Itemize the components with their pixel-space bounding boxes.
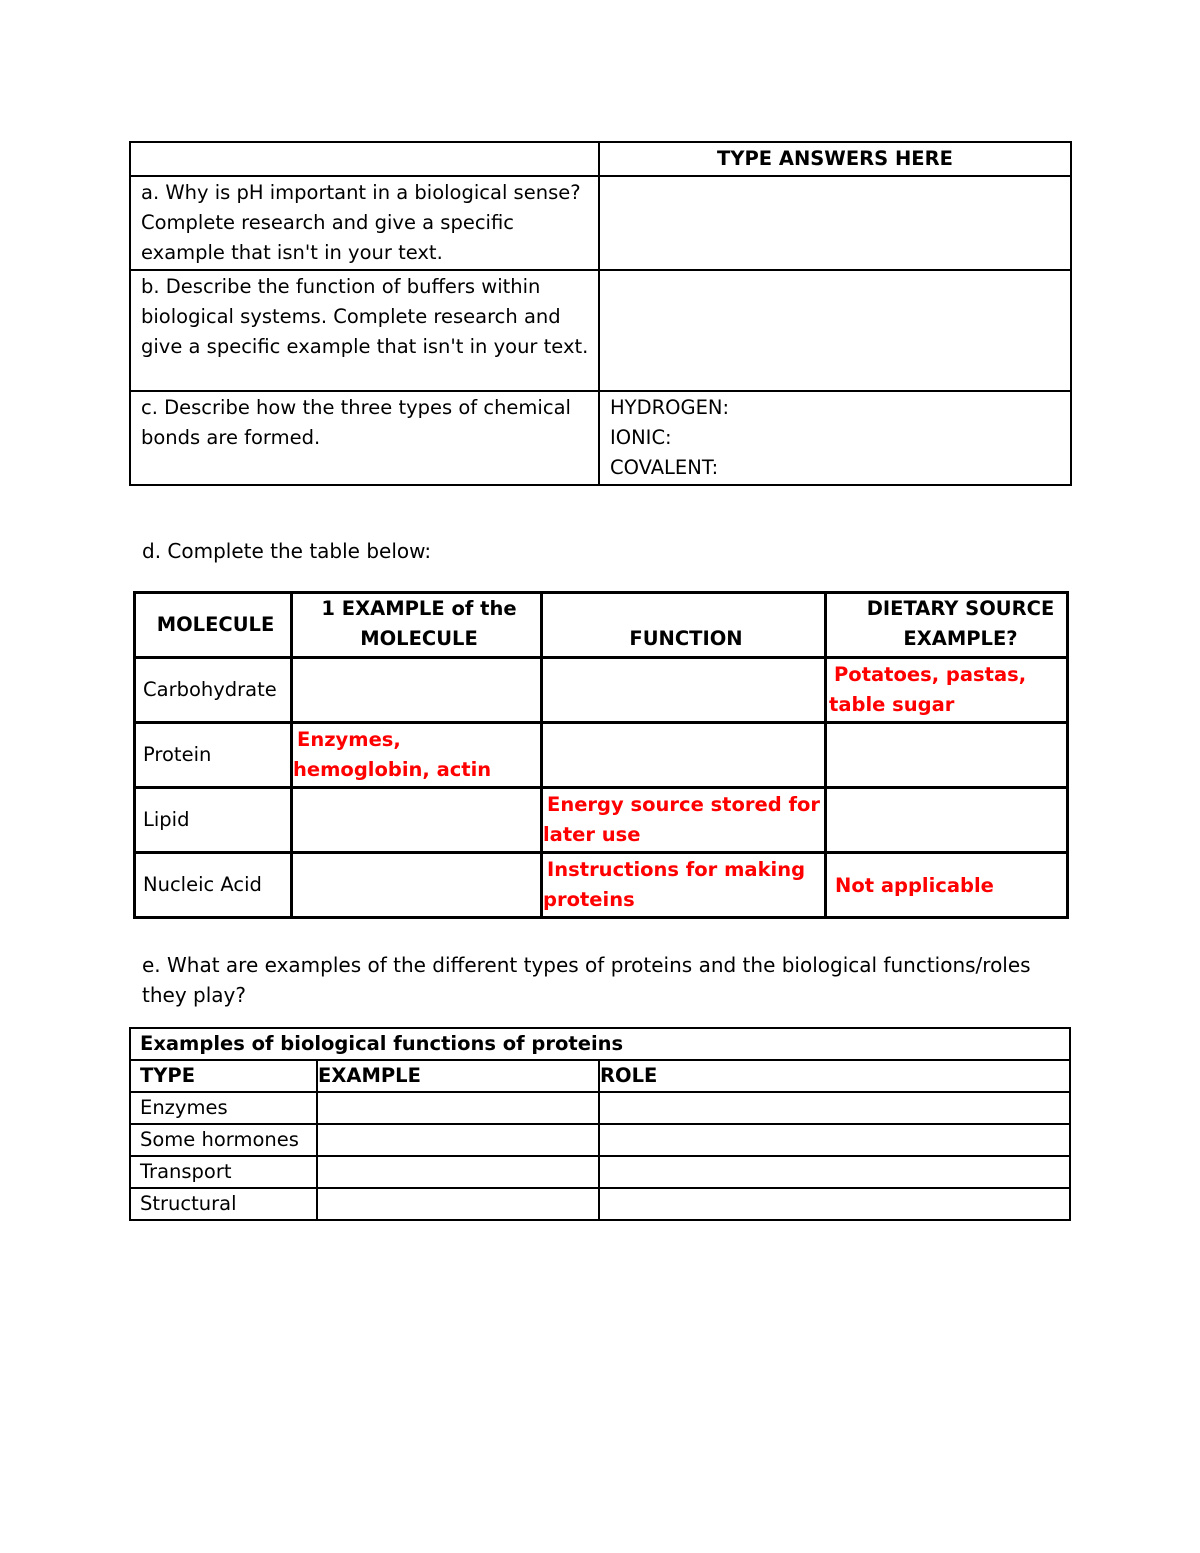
header-example-col: EXAMPLE bbox=[317, 1060, 599, 1092]
molecule-lipid: Lipid bbox=[135, 788, 292, 853]
header-function: FUNCTION bbox=[542, 593, 826, 658]
carbohydrate-function-field[interactable] bbox=[542, 658, 826, 723]
answer-b-field[interactable] bbox=[599, 270, 1071, 391]
structural-example-field[interactable] bbox=[317, 1188, 599, 1220]
carbohydrate-example-field[interactable] bbox=[292, 658, 542, 723]
type-transport: Transport bbox=[130, 1156, 317, 1188]
answer-a-field[interactable] bbox=[599, 176, 1071, 270]
enzymes-role-field[interactable] bbox=[599, 1092, 1070, 1124]
protein-source-field[interactable] bbox=[826, 723, 1068, 788]
header-role: ROLE bbox=[599, 1060, 1070, 1092]
molecule-protein: Protein bbox=[135, 723, 292, 788]
nucleic-acid-function-field[interactable] bbox=[542, 853, 826, 918]
transport-role-field[interactable] bbox=[599, 1156, 1070, 1188]
lipid-source-field[interactable] bbox=[826, 788, 1068, 853]
molecule-carbohydrate: Carbohydrate bbox=[135, 658, 292, 723]
lipid-function-field[interactable] bbox=[542, 788, 826, 853]
transport-example-field[interactable] bbox=[317, 1156, 599, 1188]
question-a: a. Why is pH important in a biological sense? Complete research and give a specific example that isn't in your text. bbox=[130, 176, 599, 270]
header-molecule: MOLECULE bbox=[135, 593, 292, 658]
header-dietary-source: DIETARY SOURCE EXAMPLE? bbox=[826, 593, 1068, 658]
question-b: b. Describe the function of buffers within biological systems. Complete research and give a specific example that isn't in your text. bbox=[130, 270, 599, 391]
nucleic-acid-example-field[interactable] bbox=[292, 853, 542, 918]
question-c: c. Describe how the three types of chemical bonds are formed. bbox=[130, 391, 599, 485]
table1-empty-header bbox=[130, 142, 599, 176]
prompt-e: e. What are examples of the different types of proteins and the biological functions/roles they play? bbox=[142, 953, 1031, 1007]
nucleic-acid-function-text: Instructions for making proteins bbox=[543, 858, 806, 911]
structural-role-field[interactable] bbox=[599, 1188, 1070, 1220]
protein-table-title: Examples of biological functions of proteins bbox=[130, 1028, 1070, 1060]
header-example: 1 EXAMPLE of the MOLECULE bbox=[292, 593, 542, 658]
molecule-nucleic-acid: Nucleic Acid bbox=[135, 853, 292, 918]
type-structural: Structural bbox=[130, 1188, 317, 1220]
nucleic-acid-source-field[interactable]: Not applicable bbox=[826, 853, 1068, 918]
answer-c-field[interactable] bbox=[599, 391, 1071, 485]
type-some-hormones: Some hormones bbox=[130, 1124, 317, 1156]
type-enzymes: Enzymes bbox=[130, 1092, 317, 1124]
bond-covalent-label: COVALENT: bbox=[610, 456, 719, 479]
protein-functions-table bbox=[129, 1027, 1071, 1221]
prompt-d: d. Complete the table below: bbox=[142, 539, 432, 563]
protein-example-field[interactable] bbox=[292, 723, 542, 788]
research-questions-table bbox=[129, 141, 1072, 486]
lipid-function-text: Energy source stored for later use bbox=[543, 793, 820, 846]
hormones-example-field[interactable] bbox=[317, 1124, 599, 1156]
bond-hydrogen-label: HYDROGEN: bbox=[610, 396, 730, 419]
bond-ionic-label: IONIC: bbox=[610, 426, 672, 449]
carbohydrate-source-text: Potatoes, pastas, table sugar bbox=[829, 663, 1027, 716]
molecule-table bbox=[133, 591, 1069, 919]
table1-answers-header: TYPE ANSWERS HERE bbox=[599, 142, 1071, 176]
header-type: TYPE bbox=[130, 1060, 317, 1092]
hormones-role-field[interactable] bbox=[599, 1124, 1070, 1156]
protein-function-field[interactable] bbox=[542, 723, 826, 788]
carbohydrate-source-field[interactable] bbox=[826, 658, 1068, 723]
lipid-example-field[interactable] bbox=[292, 788, 542, 853]
enzymes-example-field[interactable] bbox=[317, 1092, 599, 1124]
protein-example-text: Enzymes, hemoglobin, actin bbox=[293, 728, 492, 781]
